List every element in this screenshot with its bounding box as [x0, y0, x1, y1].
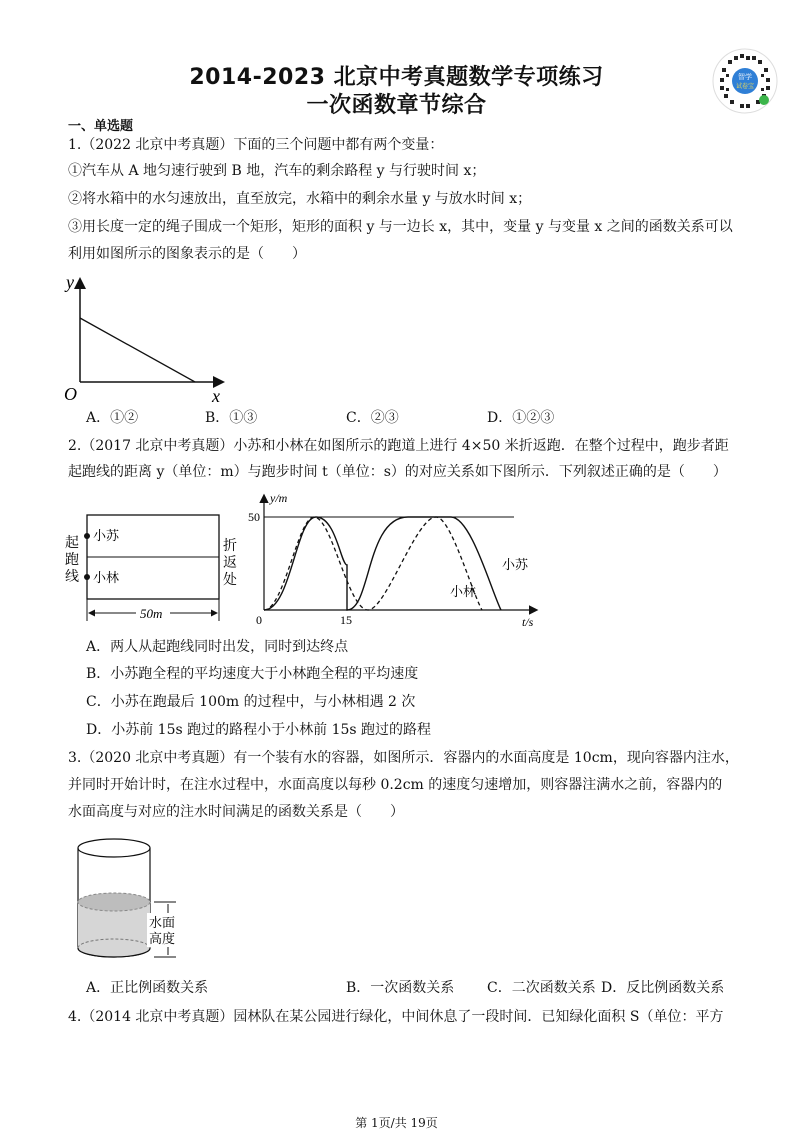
start-label-3: 线: [65, 570, 79, 585]
section-heading: 一、单选题: [68, 119, 134, 134]
q1-item2: ②将水箱中的水匀速放出，直至放完，水箱中的剩余水量 y 与放水时间 x；: [68, 191, 532, 207]
q1-option-d[interactable]: D．①②③: [487, 410, 555, 426]
water-height-label-1: 水面: [149, 915, 176, 930]
q1-stem: 1.（2022 北京中考真题）下面的三个问题中都有两个变量：: [68, 137, 444, 153]
q1-item3-line2: 利用如图所示的图象表示的是（ ）: [68, 246, 306, 262]
q2-option-b[interactable]: B．小苏跑全程的平均速度大于小林跑全程的平均速度: [86, 666, 419, 682]
q1-option-c[interactable]: C．②③: [346, 410, 399, 426]
graph-y-label: y/m: [270, 491, 288, 505]
q3-option-d[interactable]: D．反比例函数关系: [601, 980, 725, 996]
start-label-2: 跑: [65, 553, 79, 568]
q2-stem-line1: 2.（2017 北京中考真题）小苏和小林在如图所示的跑道上进行 4×50 米折返跑．在整个过程中，跑步者距: [68, 438, 729, 454]
water-height-label-2: 高度: [149, 931, 176, 946]
q3-stem-line3: 水面高度与对应的注水时间满足的函数关系是（ ）: [68, 804, 404, 820]
q2-option-d[interactable]: D．小苏前 15s 跑过的路程小于小林前 15s 跑过的路程: [86, 722, 432, 738]
graph-origin: 0: [256, 613, 262, 627]
q2-stem-line2: 起跑线的距离 y（单位：m）与跑步时间 t（单位：s）的对应关系如下图所示．下列叙述正确的是（ ）: [68, 464, 727, 480]
y-axis-label: y: [66, 272, 74, 292]
q3-stem-line2: 并同时开始计时，在注水过程中，水面高度以每秒 0.2cm 的速度匀速增加，则容器注满水之前，容器内的: [68, 777, 723, 793]
document-title: 2014-2023 北京中考真题数学专项练习: [189, 65, 604, 90]
qr-code[interactable]: [712, 48, 778, 114]
curve-xiaolin-label: 小林: [450, 584, 477, 599]
q3-option-a[interactable]: A．正比例函数关系: [86, 980, 209, 996]
q1-item3-line1: ③用长度一定的绳子围成一个矩形，矩形的面积 y 与一边长 x，其中，变量 y 与变量 x 之间的函数关系可以: [68, 219, 733, 235]
turn-label-1: 折: [223, 539, 237, 554]
q3-stem-line1: 3.（2020 北京中考真题）有一个装有水的容器，如图所示．容器内的水面高度是 10cm，现向容器内注水，: [68, 750, 739, 766]
q3-option-c[interactable]: C．二次函数关系: [487, 980, 596, 996]
start-label-1: 起: [65, 536, 79, 551]
curve-xiaosu-label: 小苏: [502, 557, 529, 572]
document-subtitle: 一次函数章节综合: [306, 93, 487, 118]
track-runner2-label: 小林: [93, 570, 120, 585]
q4-stem-line1: 4.（2014 北京中考真题）园林队在某公园进行绿化，中间休息了一段时间．已知绿化面积 S（单位：平方: [68, 1009, 724, 1025]
graph-y-tick-50: 50: [248, 510, 260, 524]
q2-option-a[interactable]: A．两人从起跑线同时出发，同时到达终点: [86, 639, 349, 655]
container-rim: [78, 839, 150, 857]
turn-label-2: 返: [223, 556, 237, 571]
page-number: 第 1页/共 19页: [355, 1116, 438, 1130]
turn-label-3: 处: [223, 573, 237, 588]
qr-badge-line1: 智学: [738, 73, 752, 81]
q3-option-b[interactable]: B．一次函数关系: [346, 980, 455, 996]
q1-option-a[interactable]: A．①②: [86, 410, 139, 426]
graph-x-label: t/s: [522, 615, 534, 629]
runner-dot-1: [84, 533, 90, 539]
graph-x-tick-15: 15: [340, 613, 352, 627]
track-length-label: 50m: [140, 606, 163, 621]
q1-graph: [60, 268, 235, 408]
q1-option-b[interactable]: B．①③: [205, 410, 258, 426]
water-surface: [78, 893, 150, 911]
origin-label: O: [64, 384, 77, 404]
q2-distance-graph: [246, 490, 546, 630]
track-runner1-label: 小苏: [93, 528, 120, 543]
q3-container-figure: [70, 830, 195, 970]
qr-badge-line2: 试卷宝: [735, 84, 755, 90]
q2-option-c[interactable]: C．小苏在跑最后 100m 的过程中，与小林相遇 2 次: [86, 694, 416, 710]
q2-track-figure: [62, 505, 242, 630]
decreasing-line: [80, 318, 195, 382]
runner-dot-2: [84, 574, 90, 580]
x-axis-label: x: [212, 386, 220, 406]
q1-item1: ①汽车从 A 地匀速行驶到 B 地，汽车的剩余路程 y 与行驶时间 x；: [68, 163, 486, 179]
qr-code-icon: [712, 48, 778, 114]
